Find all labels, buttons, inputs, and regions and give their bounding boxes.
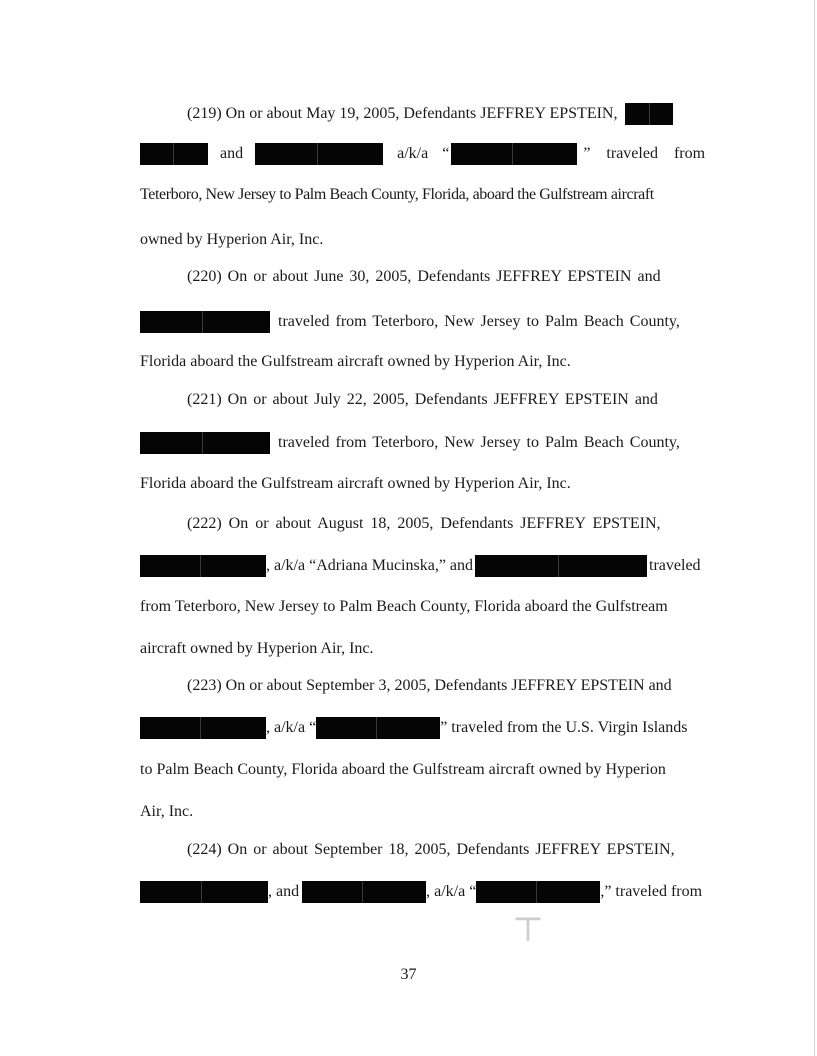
redaction-block: [476, 881, 600, 903]
text-run: , a/k/a “: [266, 719, 317, 736]
redaction-block: [140, 555, 266, 577]
text-run: a/k/a: [397, 145, 429, 162]
text-run: , a/k/a “: [426, 883, 477, 900]
paragraph-223-line-4: Air, Inc.: [140, 803, 194, 820]
paragraph-223-line-3: to Palm Beach County, Florida aboard the Gulfstream aircraft owned by Hyperion: [140, 761, 666, 778]
paragraph-221-line-3: Florida aboard the Gulfstream aircraft owned by Hyperion Air, Inc.: [140, 475, 571, 492]
paragraph-219-line-2: [140, 143, 712, 165]
paragraph-222-line-2: [140, 555, 712, 577]
paragraph-220-line-2: [140, 311, 712, 333]
page-edge-shadow: [814, 0, 815, 1056]
redaction-block: [451, 143, 577, 165]
faint-stamp-mark: ⊤: [512, 910, 544, 950]
text-run: and: [220, 145, 244, 162]
paragraph-219-line-3: Teterboro, New Jersey to Palm Beach County, Florida, aboard the Gulfstream aircraft: [140, 186, 654, 203]
redaction-block: [140, 143, 208, 165]
paragraph-222-line-3: from Teterboro, New Jersey to Palm Beach County, Florida aboard the Gulfstream: [140, 598, 668, 615]
text-run: traveled: [649, 557, 701, 574]
page-number: 37: [400, 966, 417, 983]
paragraph-222-line-1: (222) On or about August 18, 2005, Defendants JEFFREY EPSTEIN,: [187, 515, 661, 532]
redaction-block: [255, 143, 383, 165]
text-run: (219) On or about May 19, 2005, Defendants JEFFREY EPSTEIN,: [187, 105, 618, 122]
paragraph-219-line-4: owned by Hyperion Air, Inc.: [140, 231, 324, 248]
redaction-block: [316, 717, 440, 739]
text-run: , and: [268, 883, 300, 900]
redaction-block: [475, 555, 647, 577]
paragraph-220-line-3: Florida aboard the Gulfstream aircraft owned by Hyperion Air, Inc.: [140, 353, 571, 370]
redaction-block: [140, 311, 270, 333]
redaction-block: [625, 103, 673, 125]
paragraph-224-line-1: (224) On or about September 18, 2005, Defendants JEFFREY EPSTEIN,: [187, 841, 675, 858]
text-run: “: [442, 145, 450, 162]
text-run: traveled from Teterboro, New Jersey to Palm Beach County,: [278, 434, 680, 451]
text-run: , a/k/a “Adriana Mucinska,” and: [266, 557, 474, 574]
paragraph-222-line-4: aircraft owned by Hyperion Air, Inc.: [140, 640, 374, 657]
paragraph-219-line-1: [187, 103, 712, 125]
text-run: ” traveled from: [583, 145, 706, 162]
paragraph-223-line-2: [140, 717, 712, 739]
text-run: ” traveled from the U.S. Virgin Islands: [440, 719, 688, 736]
redaction-block: [140, 717, 266, 739]
text-run: ,” traveled from: [600, 883, 703, 900]
redaction-block: [140, 881, 268, 903]
redaction-block: [302, 881, 426, 903]
paragraph-224-line-2: [140, 881, 712, 903]
text-run: traveled from Teterboro, New Jersey to Palm Beach County,: [278, 313, 680, 330]
paragraph-221-line-2: [140, 432, 712, 454]
paragraph-223-line-1: (223) On or about September 3, 2005, Defendants JEFFREY EPSTEIN and: [187, 677, 672, 694]
redaction-block: [140, 432, 270, 454]
paragraph-221-line-1: (221) On or about July 22, 2005, Defendants JEFFREY EPSTEIN and: [187, 391, 658, 408]
paragraph-220-line-1: (220) On or about June 30, 2005, Defendants JEFFREY EPSTEIN and: [187, 268, 661, 285]
